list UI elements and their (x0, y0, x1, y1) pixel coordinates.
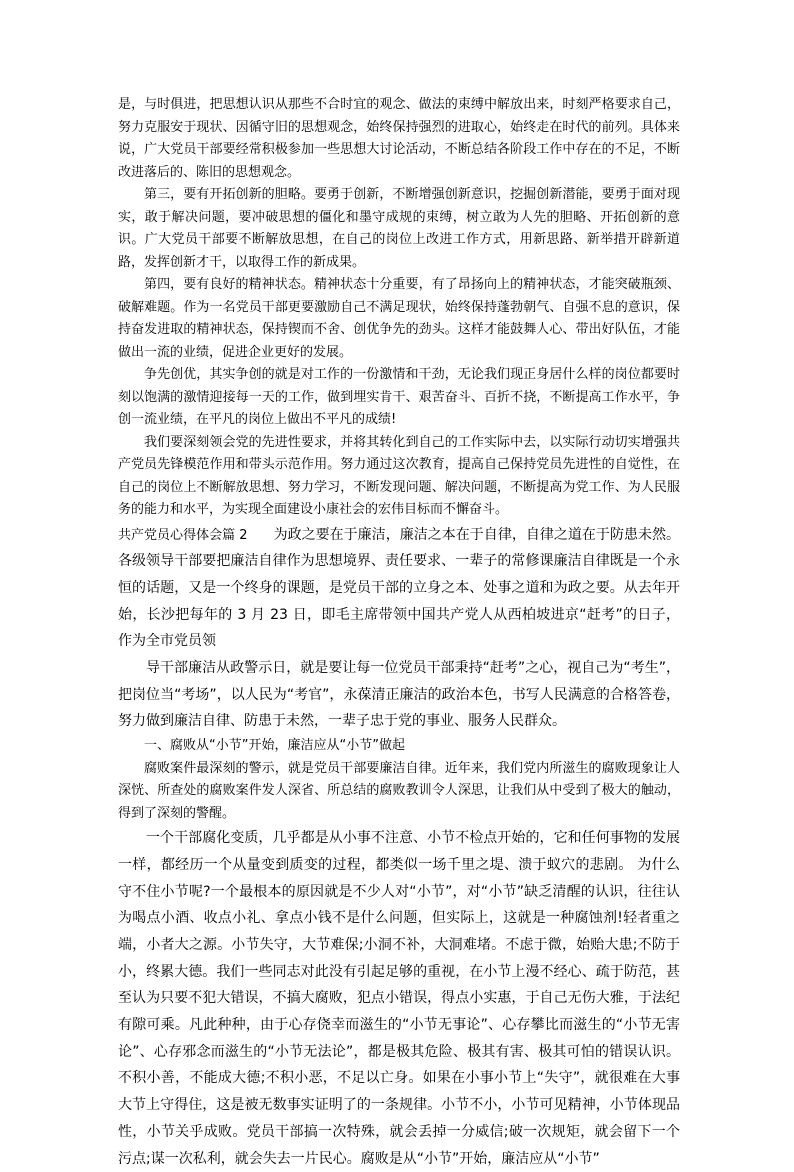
section2-paragraph: 导干部廉洁从政警示日，就是要让每一位党员干部秉持“赶考”之心，视自己为“考生”，把岗位当“考场”，以人民为“考官”，永葆清正廉洁的政治本色，书写人民满意的合格答卷，努力做到廉洁自律、防患于未然，一辈子忠于党的事业、服务人民群众。 (118, 660, 680, 730)
paragraph-intro: 是，与时俱进，把思想认识从那些不合时宜的观念、做法的束缚中解放出来，时刻严格要求自己，努力克服安于现状、因循守旧的思想观念，始终保持强烈的进取心，始终走在时代的前列。具体来说，广大党员干部要经常积极参加一些思想大讨论活动，不断总结各阶段工作中存在的不足，不断改进落后的、陈旧的思想观念。 (118, 97, 680, 180)
paragraph-small-details: 一个干部腐化变质，几乎都是从小事不注意、小节不检点开始的，它和任何事物的发展一样，都经历一个从量变到质变的过程，都类似一场千里之堤、溃于蚁穴的悲剧。 为什么守不住小节呢?一个最根本的原因就是不少人对“小节”，对“小节”缺乏清醒的认识，往往认为喝点小酒、收点小礼、拿点小钱不是什么问题，但实际上，这就是一种腐蚀剂!轻者重之端，小者大之源。小节失守，大节难保;小洞不补，大洞难堵。不虑于微，始贻大患;不防于小，终累大德。我们一些同志对此没有引起足够的重视，在小节上漫不经心、疏于防范，甚至认为只要不犯大错误，不搞大腐败，犯点小错误，得点小实惠，于自己无伤大雅，于法纪有隙可乘。凡此种种，由于心存侥幸而滋生的“小节无事论”、心存攀比而滋生的“小节无害论”、心存邪念而滋生的“小节无法论”，都是极其危险、极其有害、极其可怕的错误认识。不积小善，不能成大德;不积小恶，不足以亡身。如果在小事小节上“失守”，就很难在大事大节上守得住，这是被无数事实证明了的一条规律。小节不小，小节可见精神，小节体现品性，小节关乎成败。党员干部搞一次特殊，就会丢掉一分威信;破一次规矩，就会留下一个污点;谋一次私利，就会失去一片民心。腐败是从“小节”开始，廉洁应从“小节” (118, 830, 680, 1167)
subheading: 一、腐败从“小节”开始，廉洁应从“小节”做起 (144, 738, 405, 754)
document-page (118, 94, 680, 1172)
paragraph-third: 第三，要有开拓创新的胆略。要勇于创新，不断增强创新意识，挖掘创新潜能，要勇于面对现实，敢于解决问题，要冲破思想的僵化和墨守成规的束缚，树立敢为人先的胆略、开拓创新的意识。广大党员干部要不断解放思想，在自己的岗位上改进工作方式，用新思路、新举措开辟新道路，发挥创新才干，以取得工作的新成果。 (118, 187, 680, 270)
section2-block (118, 522, 680, 656)
paragraph-excellence: 争先创优，其实争创的就是对工作的一份激情和干劲，无论我们现正身居什么样的岗位都要时刻以饱满的激情迎接每一天的工作，做到埋实肯干、艰苦奋斗、百折不挠，不断提高工作水平，争创一流业绩，在平凡的岗位上做出不平凡的成绩! (118, 367, 680, 427)
section2-intro: 为政之要在于廉洁，廉洁之本在于自律，自律之道在于防患未然。各级领导干部要把廉洁自律作为思想境界、责任要求、一辈子的常修课廉洁自律既是一个永恒的话题，又是一个终身的课题，是党员干部的立身之本、处事之道和为政之要。从去年开始，长沙把每年的 3 月 23 日，即毛主席带领中国共产党人从西柏坡进京“赶考”的日子，作为全市党员领 (118, 526, 681, 650)
section2-label: 共产党员心得体会篇 2 (118, 527, 248, 543)
paragraph-conclusion: 我们要深刻领会党的先进性要求，并将其转化到自己的工作实际中去，以实际行动切实增强共产党员先锋模范作用和带头示范作用。努力通过这次教育，提高自己保持党员先进性的自觉性，在自己的岗位上不断解放思想、努力学习，不断发现问题、解决问题，不断提高为党工作、为人民服务的能力和水平，为实现全面建设小康社会的宏伟目标而不懈奋斗。 (118, 434, 680, 517)
paragraph-warning: 腐败案件最深刻的警示，就是党员干部要廉洁自律。近年来，我们党内所滋生的腐败现象让人深恍、所查处的腐败案件发人深省、所总结的腐败教训令人深思，让我们从中受到了极大的触动，得到了深刻的警醒。 (118, 760, 680, 821)
paragraph-fourth: 第四，要有良好的精神状态。精神状态十分重要，有了昂扬向上的精神状态，才能突破瓶颈、破解难题。作为一名党员干部更要激励自己不满足现状，始终保持蓬勃朝气、自强不息的意识，保持奋发进取的精神状态，保持锲而不舍、创优争先的劲头。这样才能鼓舞人心、带出好队伍，才能做出一流的业绩，促进企业更好的发展。 (118, 277, 680, 360)
